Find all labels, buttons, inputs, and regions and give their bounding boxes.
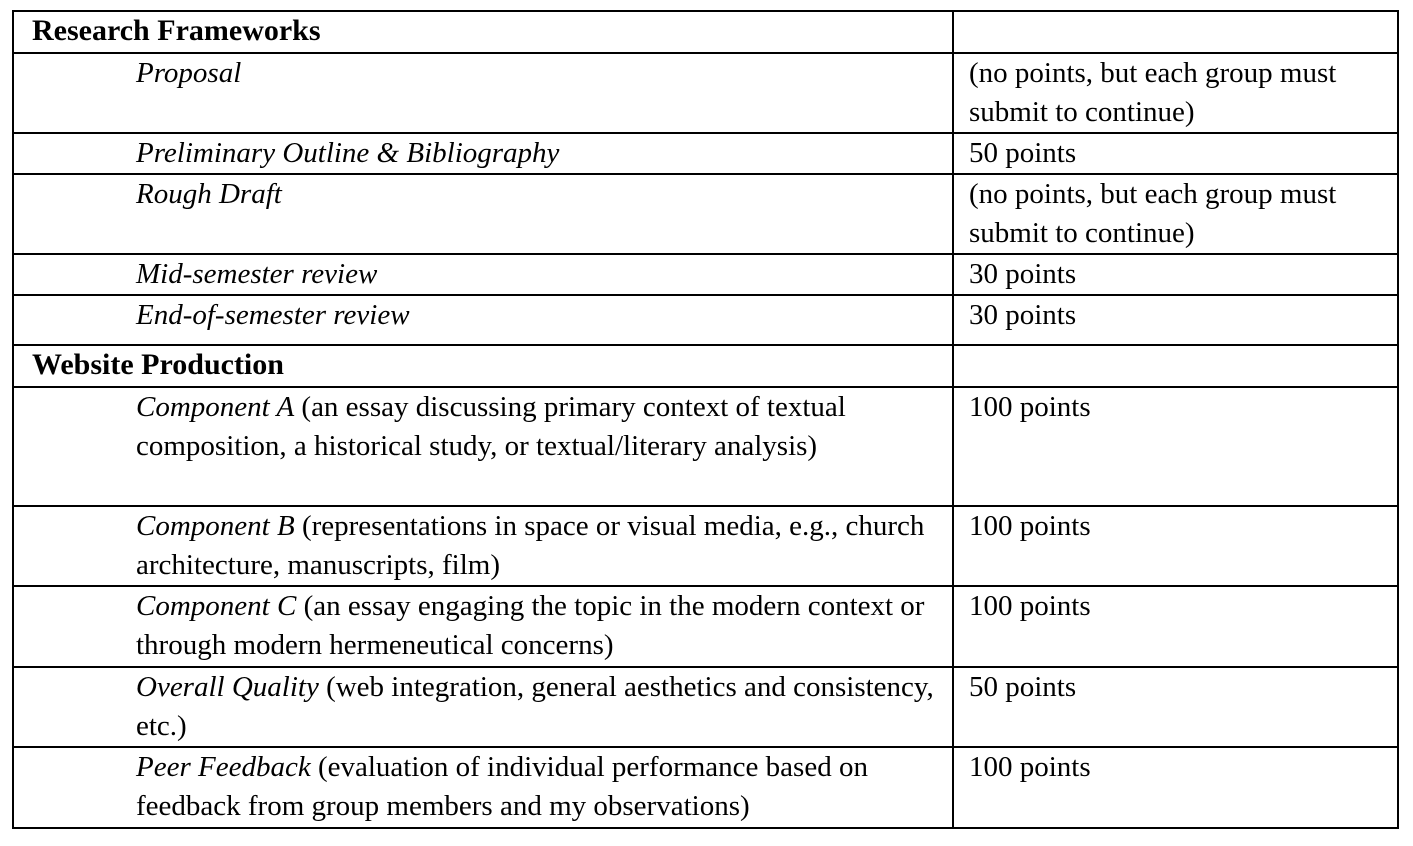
table-row bbox=[13, 667, 1398, 747]
item-name: Component C bbox=[136, 590, 297, 622]
table-row bbox=[13, 747, 1398, 828]
section-empty-cell bbox=[953, 11, 1398, 53]
points-cell: 100 points bbox=[953, 747, 1398, 828]
table-row bbox=[13, 506, 1398, 586]
section-header-row bbox=[13, 345, 1398, 387]
item-description: (web integration, general aesthetics and consistency, etc.) bbox=[136, 671, 934, 742]
item-name: Overall Quality bbox=[136, 671, 319, 703]
table-row bbox=[13, 295, 1398, 345]
points-cell: 100 points bbox=[953, 586, 1398, 667]
item-name: Rough Draft bbox=[136, 178, 282, 210]
section-header-row bbox=[13, 11, 1398, 53]
item-cell bbox=[13, 254, 953, 295]
section-title-cell bbox=[13, 345, 953, 387]
points-cell: 100 points bbox=[953, 506, 1398, 586]
item-cell bbox=[13, 586, 953, 667]
points-cell: 100 points bbox=[953, 387, 1398, 506]
item-cell bbox=[13, 295, 953, 345]
item-cell bbox=[13, 174, 953, 254]
table-row bbox=[13, 254, 1398, 295]
item-cell bbox=[13, 387, 953, 506]
item-name: Component A bbox=[136, 391, 295, 423]
points-cell: 30 points bbox=[953, 254, 1398, 295]
grading-table bbox=[12, 10, 1399, 829]
points-cell: 50 points bbox=[953, 667, 1398, 747]
item-description: (an essay discussing primary context of textual composition, a historical study, or textual/literary analysis) bbox=[136, 391, 846, 462]
item-description: (representations in space or visual media, e.g., church architecture, manuscripts, film) bbox=[136, 510, 925, 581]
item-name: Preliminary Outline & Bibliography bbox=[136, 137, 560, 169]
points-cell: (no points, but each group must submit to continue) bbox=[953, 174, 1398, 254]
item-cell bbox=[13, 667, 953, 747]
table-row bbox=[13, 133, 1398, 174]
section-title-cell bbox=[13, 11, 953, 53]
item-name: Proposal bbox=[136, 57, 242, 89]
item-name: End-of-semester review bbox=[136, 299, 410, 331]
points-cell: 30 points bbox=[953, 295, 1398, 345]
item-cell bbox=[13, 506, 953, 586]
table-row bbox=[13, 586, 1398, 667]
item-cell bbox=[13, 133, 953, 174]
section-title: Research Frameworks bbox=[32, 14, 321, 47]
table-row bbox=[13, 387, 1398, 506]
item-name: Peer Feedback bbox=[136, 751, 311, 783]
item-description: (evaluation of individual performance based on feedback from group members and my observations) bbox=[136, 751, 868, 822]
section-empty-cell bbox=[953, 345, 1398, 387]
item-name: Mid-semester review bbox=[136, 258, 378, 290]
item-description: (an essay engaging the topic in the modern context or through modern hermeneutical concerns) bbox=[136, 590, 925, 661]
item-cell bbox=[13, 53, 953, 133]
item-cell bbox=[13, 747, 953, 828]
points-cell: 50 points bbox=[953, 133, 1398, 174]
item-name: Component B bbox=[136, 510, 295, 542]
table-row bbox=[13, 174, 1398, 254]
table-row bbox=[13, 53, 1398, 133]
points-cell: (no points, but each group must submit to continue) bbox=[953, 53, 1398, 133]
section-title: Website Production bbox=[32, 348, 284, 381]
